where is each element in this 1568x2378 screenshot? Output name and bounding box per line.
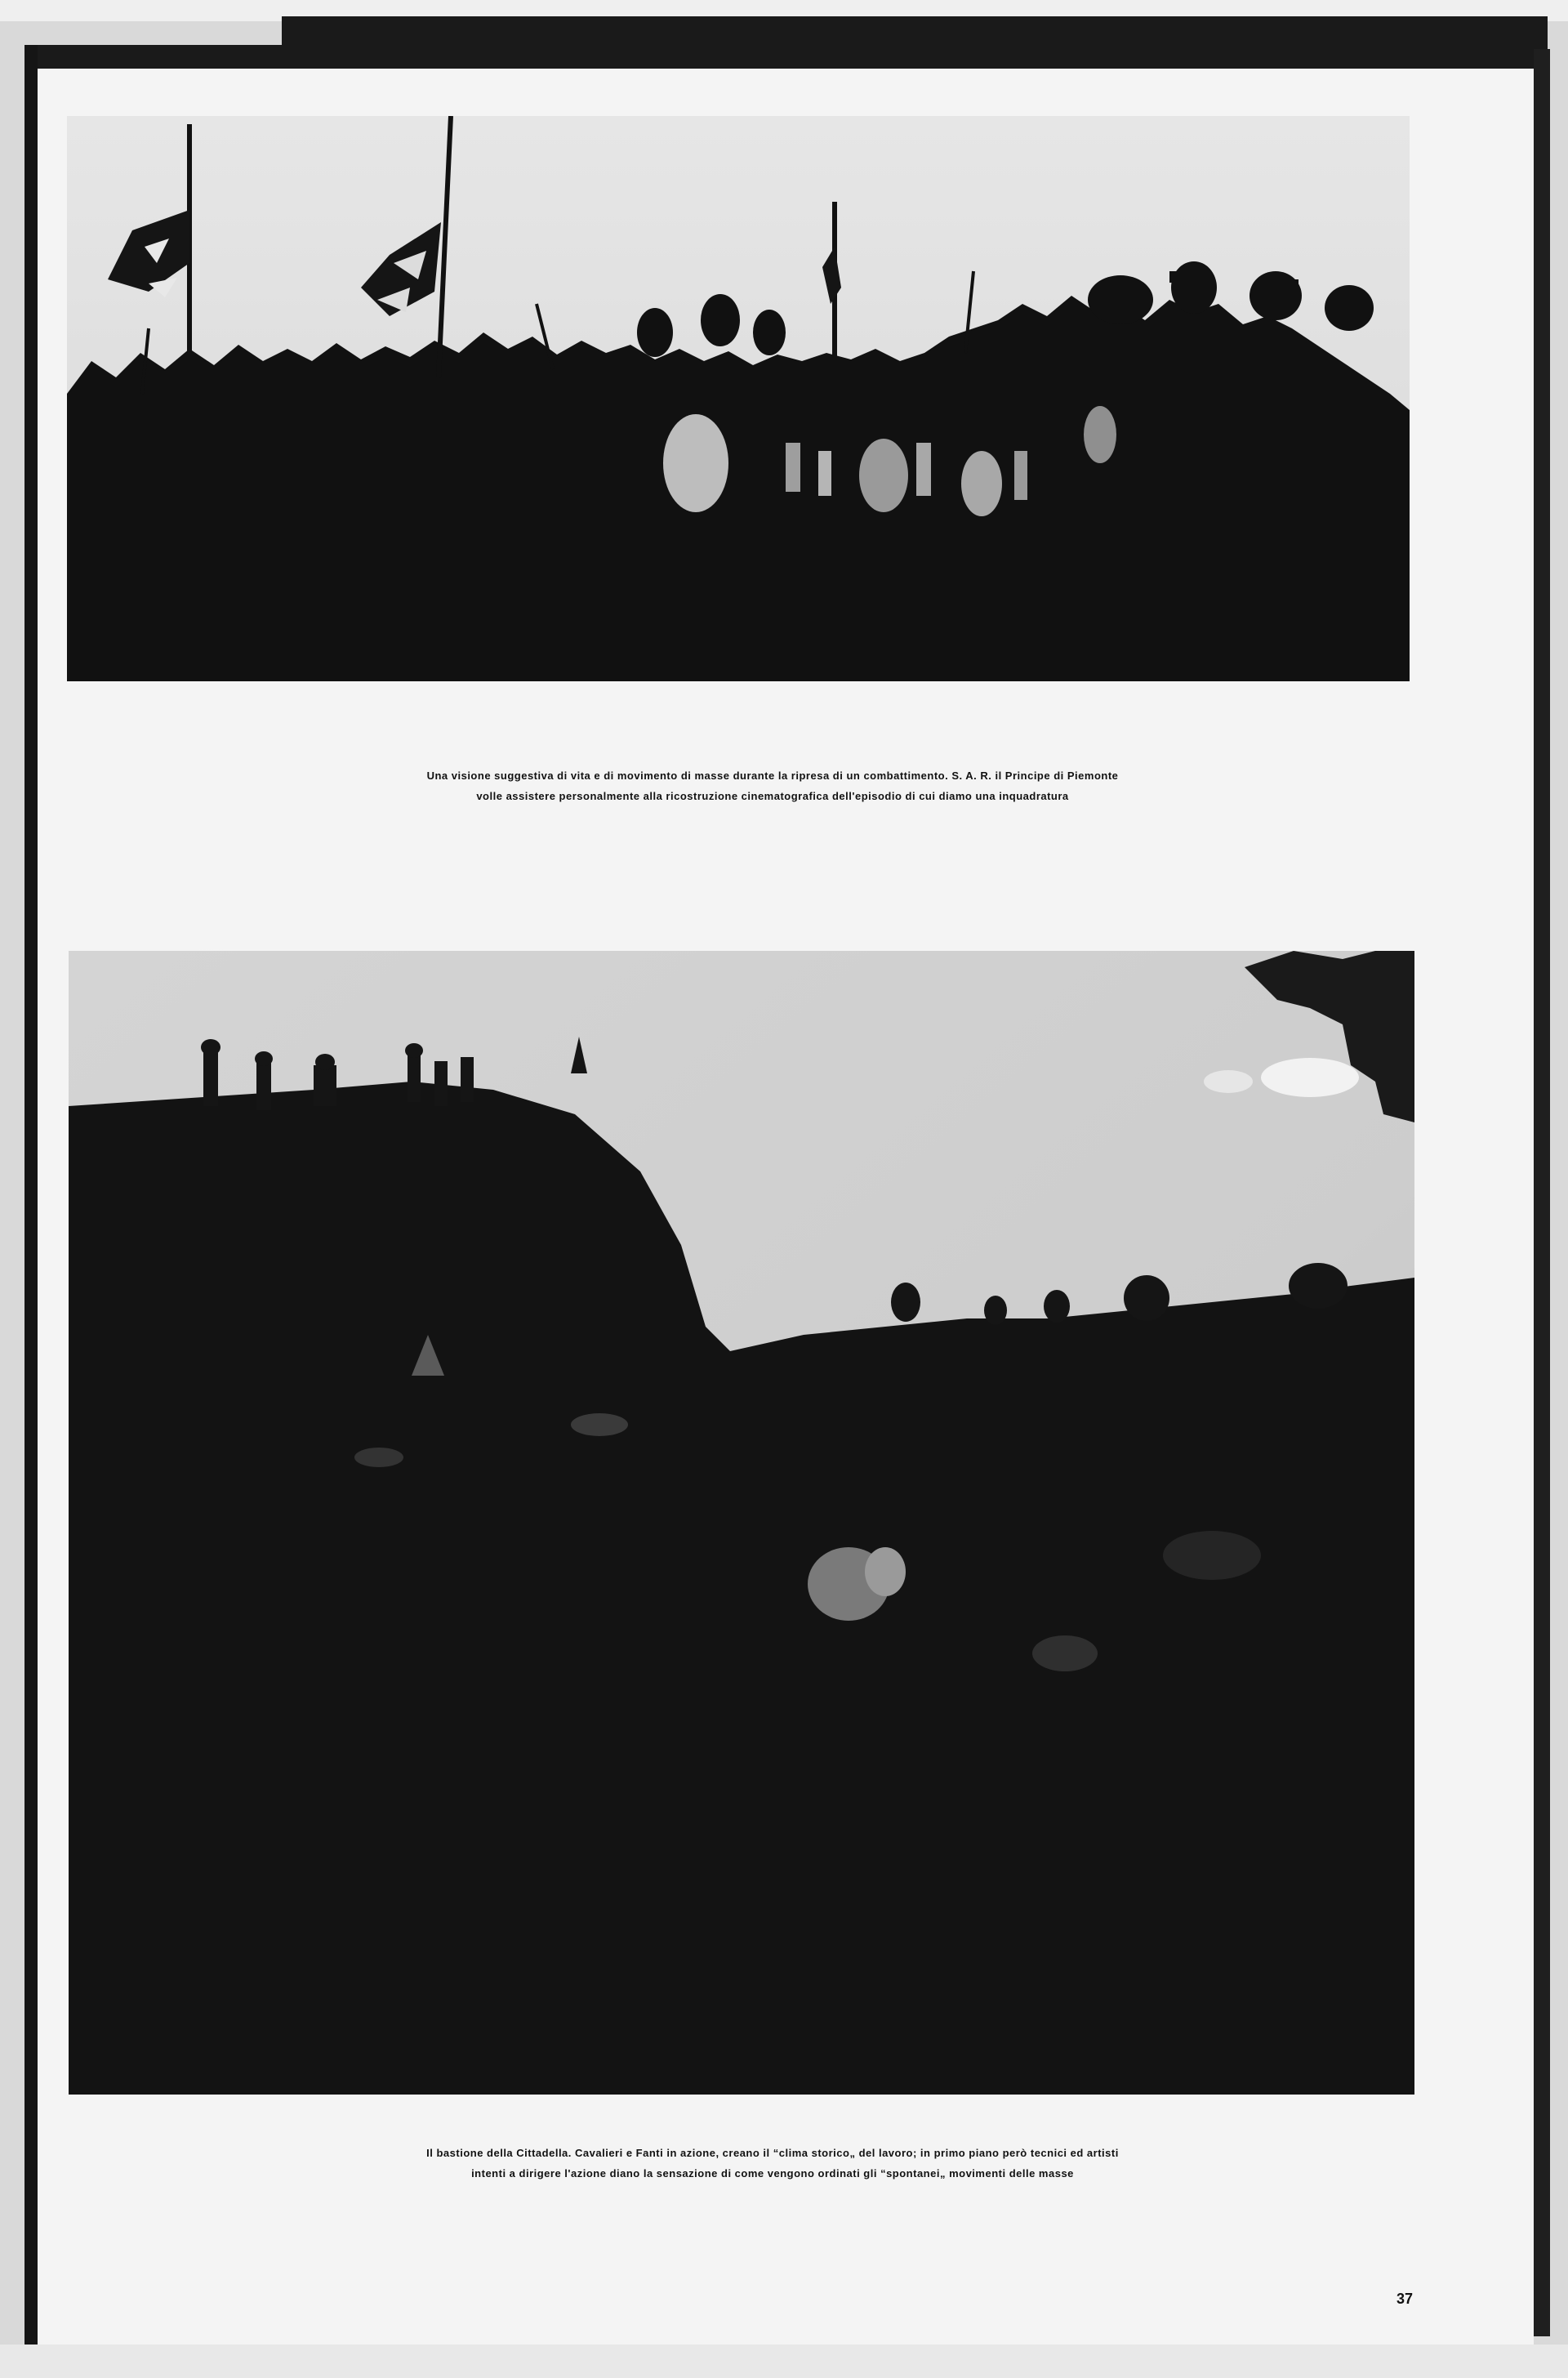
battle-scene-photo — [67, 116, 1410, 681]
citadel-bastion-photo — [69, 951, 1414, 2095]
scan-bottom-strip — [0, 2345, 1568, 2378]
bottom-photo-caption: Il bastione della Cittadella. Cavalieri e Fanti in azione, creano il “clima storico„ del lavoro; in primo piano però tecnici ed artisti intenti a dirigere l'azione diano la sensazione di come vengono ordinati gli “spontanei„ movimenti delle masse — [426, 2147, 1119, 2179]
scan-border-right — [1534, 49, 1550, 2336]
top-photo-caption: Una visione suggestiva di vita e di movimento di masse durante la ripresa di un combattimento. S. A. R. il Principe di Piemonte volle assistere personalmente alla ricostruzione cinematografica dell'episodio di cui diamo una inquadratura — [426, 770, 1119, 802]
magazine-page — [38, 69, 1534, 2345]
page-number: 37 — [1396, 2291, 1414, 2307]
scan-border-left — [24, 45, 38, 2357]
